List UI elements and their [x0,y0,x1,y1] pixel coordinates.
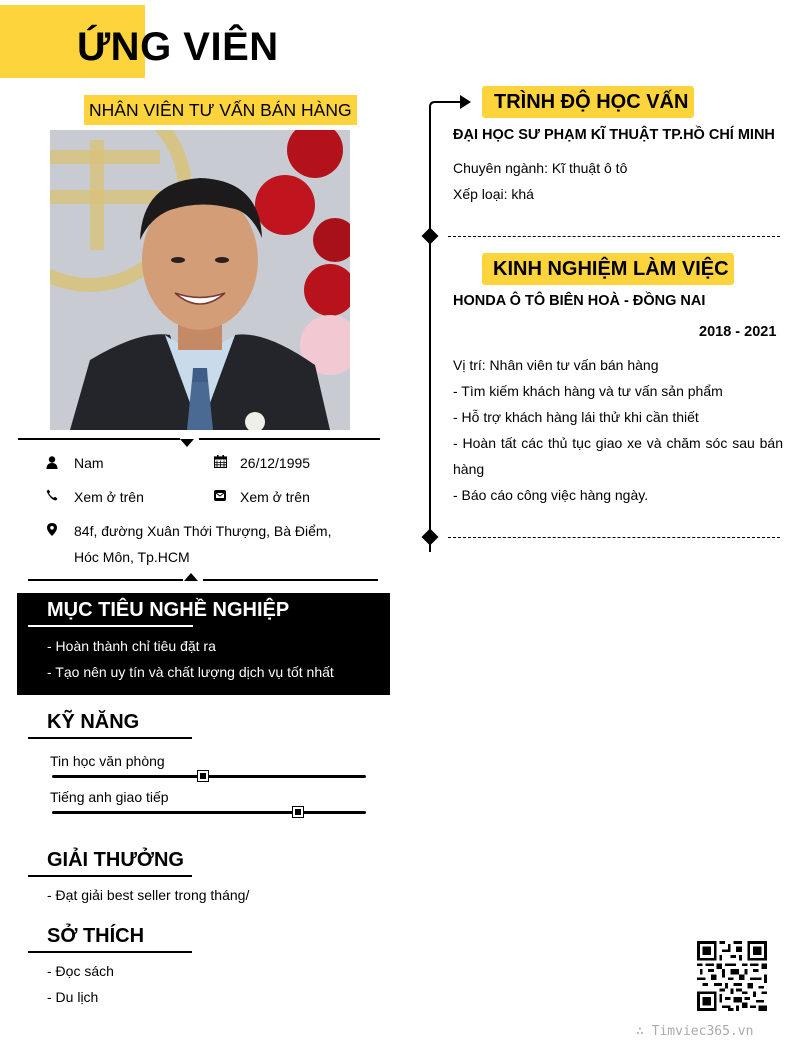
skill-bar-track [52,775,366,778]
info-divider-top-left [18,438,180,440]
gender-value: Nam [74,455,104,471]
awards-underline [28,875,192,877]
experience-title: KINH NGHIỆM LÀM VIỆC [493,258,729,280]
career-goal-section [17,593,390,695]
experience-detail: - Hoàn tất các thủ tục giao xe và chăm sóc sau bán hàng [453,435,783,477]
info-divider-bottom-left [28,579,183,581]
experience-detail: - Tìm kiếm khách hàng và tư vấn sản phẩm [453,383,723,399]
awards-title: GIẢI THƯỞNG [47,849,184,871]
qr-code[interactable] [697,941,767,1011]
timviec365-watermark[interactable]: ∴ Timviec365.vn [636,1024,754,1039]
section-dashed-divider [448,537,780,538]
school-name: ĐẠI HỌC SƯ PHẠM KĨ THUẬT TP.HỒ CHÍ MINH [453,127,775,143]
skills-title: KỸ NĂNG [47,711,140,733]
envelope-icon [213,488,227,502]
company-name: HONDA Ô TÔ BIÊN HOÀ - ĐỒNG NAI [453,293,706,309]
experience-detail: Vị trí: Nhân viên tư vấn bán hàng [453,357,659,373]
calendar-icon [213,454,227,468]
timeline-diamond-icon [422,228,439,245]
skill-name: Tin học văn phòng [50,753,165,769]
skill-level-knob [198,771,208,781]
phone-icon [45,488,59,502]
email-value: Xem ở trên [240,489,310,505]
hobby-item: - Du lịch [47,989,99,1005]
candidate-photo [50,130,350,430]
applied-position: NHÂN VIÊN TƯ VẤN BÁN HÀNG [84,95,357,125]
award-item: - Đạt giải best seller trong tháng/ [47,887,250,903]
career-goal-title: MỤC TIÊU NGHỀ NGHIỆP [47,599,290,621]
experience-detail: - Báo cáo công việc hàng ngày. [453,487,649,503]
timeline-line [429,112,431,552]
education-title: TRÌNH ĐỘ HỌC VẤN [494,91,689,113]
timeline-arrow-icon [425,93,475,115]
page-title: ỨNG VIÊN [77,25,279,69]
education-detail: Chuyên ngành: Kĩ thuật ô tô [453,160,628,176]
map-marker-icon [45,522,59,536]
triangle-down-icon [180,439,194,447]
experience-detail: - Hỗ trợ khách hàng lái thử khi cần thiết [453,409,699,425]
triangle-up-icon [184,573,198,581]
career-goal-item: - Hoàn thành chỉ tiêu đặt ra [47,638,216,654]
address-line-2: Hóc Môn, Tp.HCM [74,549,190,565]
hobbies-title: SỞ THÍCH [47,925,145,947]
career-goal-item: - Tạo nên uy tín và chất lượng dịch vụ tốt nhất [47,664,334,680]
section-dashed-divider [448,236,780,237]
hobbies-underline [28,951,192,953]
skills-underline [28,737,192,739]
skill-name: Tiếng anh giao tiếp [50,789,169,805]
user-icon [45,455,59,469]
info-divider-top-right [199,438,380,440]
address-line-1: 84f, đường Xuân Thới Thượng, Bà Điểm, [74,523,332,539]
phone-value: Xem ở trên [74,489,144,505]
career-goal-underline [28,625,193,627]
skill-bar-track [52,811,366,814]
work-period: 2018 - 2021 [699,324,777,340]
timeline-diamond-icon [422,529,439,546]
education-detail: Xếp loại: khá [453,186,534,202]
portrait-image [50,130,350,430]
info-divider-bottom-right [203,579,378,581]
birthday-value: 26/12/1995 [240,455,311,471]
skill-level-knob [293,807,303,817]
hobby-item: - Đọc sách [47,963,114,979]
